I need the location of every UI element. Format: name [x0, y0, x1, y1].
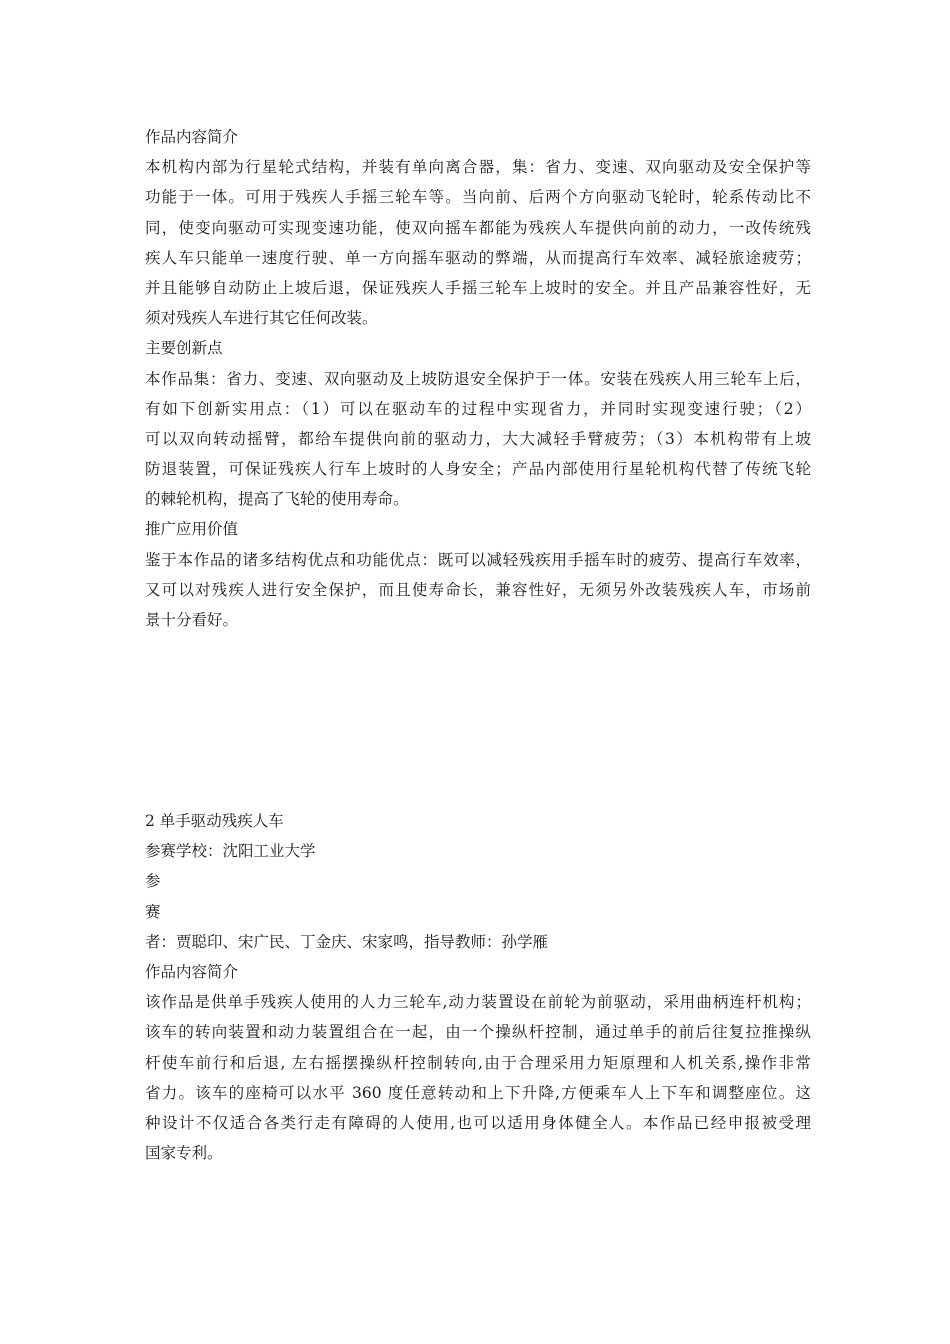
paragraph-line: 防退装置，可保证残疾人行车上坡时的人身安全；产品内部使用行星轮机构代替了传统飞轮: [145, 460, 811, 479]
section-two: [145, 806, 811, 1168]
paragraph-line: 可以双向转动摇臂，都给车提供向前的驱动力，大大减轻手臂疲劳；（3）本机构带有上坡: [145, 429, 811, 448]
school-line: 参赛学校：沈阳工业大学: [145, 842, 316, 861]
innovation-heading: 主要创新点: [145, 339, 223, 358]
project-title: 2 单手驱动残疾人车: [145, 812, 284, 830]
value-paragraph: [145, 545, 811, 636]
paragraph-line: 该作品是供单手残疾人使用的人力三轮车,动力装置设在前轮为前驱动，采用曲柄连杆机构；: [145, 993, 811, 1012]
participants-char-2: 赛: [145, 902, 161, 921]
intro-heading: 作品内容简介: [145, 128, 239, 146]
paragraph-line: 并且能够自动防止上坡后退，保证残疾人手摇三轮车上坡时的安全。并且产品兼容性好，无: [145, 278, 811, 297]
paragraph-line: 该车的转向装置和动力装置组合在一起，由一个操纵杆控制，通过单手的前后往复拉推操纵: [145, 1023, 811, 1042]
intro-heading: 作品内容简介: [145, 962, 239, 981]
participants-line: 者：贾聪印、宋广民、丁金庆、宋家鸣，指导教师：孙学雁: [145, 932, 549, 951]
paragraph-line: 功能于一体。可用于残疾人手摇三轮车等。当向前、后两个方向驱动飞轮时，轮系传动比不: [145, 188, 811, 207]
paragraph-line: 的棘轮机构，提高了飞轮的使用寿命。: [145, 490, 409, 509]
paragraph-line: 杆使车前行和后退, 左右摇摆操纵杆控制转向,由于合理采用力矩原理和人机关系,操作非常: [145, 1053, 811, 1072]
section-one: [145, 122, 811, 635]
innovation-paragraph: [145, 364, 811, 515]
paragraph-line: 景十分看好。: [145, 611, 239, 629]
paragraph-line: 疾人车只能单一速度行驶、单一方向摇车驱动的弊端，从而提高行车效率、减轻旅途疲劳；: [145, 248, 811, 267]
intro-paragraph: [145, 152, 811, 333]
paragraph-line: 有如下创新实用点：（1）可以在驱动车的过程中实现省力，并同时实现变速行驶；（2）: [145, 399, 811, 418]
paragraph-line: 鉴于本作品的诸多结构优点和功能优点：既可以减轻残疾用手摇车时的疲劳、提高行车效率，: [145, 550, 811, 569]
participants-char-1: 参: [145, 872, 161, 891]
paragraph-line: 本作品集：省力、变速、双向驱动及上坡防退安全保护于一体。安装在残疾人用三轮车上后，: [145, 369, 811, 388]
paragraph-line: 本机构内部为行星轮式结构，并装有单向离合器，集：省力、变速、双向驱动及安全保护等: [145, 158, 811, 177]
paragraph-line: 同，使变向驱动可实现变速功能，使双向摇车都能为残疾人车提供向前的动力，一改传统残: [145, 218, 811, 237]
intro-paragraph: [145, 987, 811, 1168]
paragraph-line: 省力。该车的座椅可以水平 360 度任意转动和上下升降,方便乘车人上下车和调整座位。这: [145, 1083, 811, 1102]
paragraph-line: 种设计不仅适合各类行走有障碍的人使用,也可以适用身体健全人。本作品已经申报被受理: [145, 1113, 811, 1132]
paragraph-line: 须对残疾人车进行其它任何改装。: [145, 309, 378, 328]
paragraph-line: 国家专利。: [145, 1144, 223, 1163]
paragraph-line: 又可以对残疾人进行安全保护，而且使寿命长，兼容性好，无须另外改装残疾人车，市场前: [145, 580, 811, 599]
value-heading: 推广应用价值: [145, 520, 239, 539]
